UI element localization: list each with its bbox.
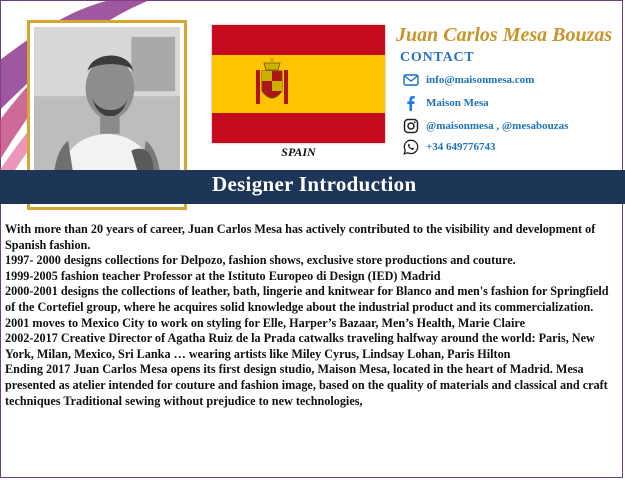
spain-flag — [212, 25, 385, 143]
whatsapp-icon — [403, 139, 419, 155]
contact-facebook[interactable] — [403, 95, 489, 111]
facebook-icon — [403, 95, 419, 111]
intro-paragraph: 2002-2017 Creative Director of Agatha Ruiz de la Prada catwalks traveling halfway around the world: Paris, New York, Milan, Mexico, Sri Lanka … wearing artists like Miley Cyrus, Lindsay Lohan, Paris Hilton — [5, 331, 595, 361]
intro-paragraph: 2000-2001 designs the collections of leather, bath, lingerie and knitwear for Blanco and men's fashion for Springfield of the Cortefiel group, where he acquires solid knowledge about the industrial product and its commercialization. — [5, 284, 609, 314]
envelope-icon — [403, 72, 419, 88]
contact-email[interactable] — [403, 72, 534, 88]
contact-whatsapp[interactable] — [403, 139, 496, 155]
designer-name: Juan Carlos Mesa Bouzas — [396, 24, 613, 46]
contact-heading: CONTACT — [400, 50, 475, 65]
intro-paragraph: 1999-2005 fashion teacher Professor at the Istituto Europeo di Design (IED) Madrid — [5, 268, 441, 283]
intro-paragraph: With more than 20 years of career, Juan Carlos Mesa has actively contributed to the visibility and development of Spanish fashion. — [5, 222, 596, 252]
instagram-icon — [403, 118, 419, 134]
contact-facebook-text: Maison Mesa — [426, 97, 489, 109]
country-label: SPAIN — [281, 145, 316, 159]
intro-paragraph: 1997- 2000 designs collections for Delpozo, fashion shows, exclusive store productions and couture. — [5, 253, 516, 268]
intro-text — [5, 222, 617, 409]
intro-paragraph: 2001 moves to Mexico City to work on styling for Elle, Harper’s Bazaar, Men’s Health, Marie Claire — [5, 315, 526, 330]
contact-instagram[interactable] — [403, 118, 568, 134]
section-title: Designer Introduction — [212, 172, 417, 196]
contact-phone-text: +34 649776743 — [426, 141, 496, 153]
intro-paragraph: Ending 2017 Juan Carlos Mesa opens its first design studio, Maison Mesa, located in the heart of Madrid. Mesa presented as atelier intended for couture and fashion image, based on the quality of materials and classical and craft techniques Traditional sewing without prejudice to new technologies, — [5, 362, 608, 408]
contact-email-text: info@maisonmesa.com — [426, 74, 535, 86]
contact-instagram-text: @maisonmesa , @mesabouzas — [426, 120, 569, 132]
